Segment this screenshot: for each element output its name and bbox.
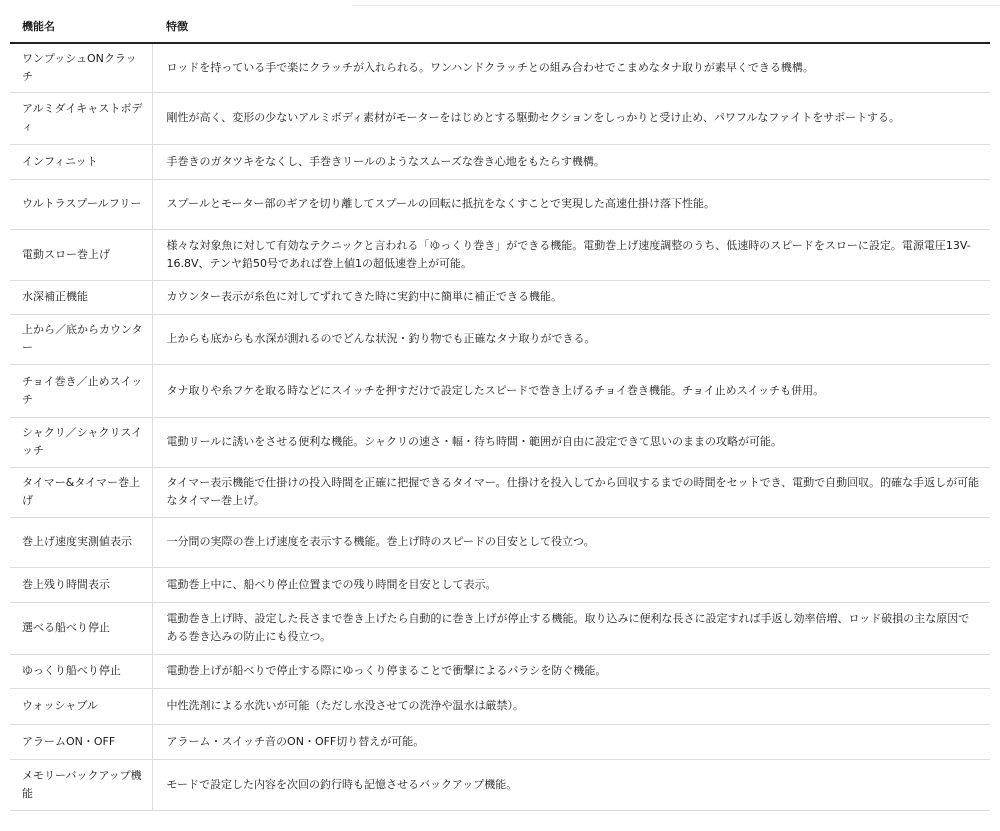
feature-description: 電動巻上げが船べりで停止する際にゆっくり停まることで衝撃によるバラシを防ぐ機能。	[152, 654, 990, 688]
feature-description: 電動巻上中に、船べり停止位置までの残り時間を目安として表示。	[152, 567, 990, 602]
feature-name: 電動スロー巻上げ	[10, 229, 152, 280]
feature-description: ロッドを持っている手で楽にクラッチが入れられる。ワンハンドクラッチとの組み合わせでこまめなタナ取りが素早くできる機構。	[152, 43, 990, 92]
feature-name: 巻上げ速度実測値表示	[10, 517, 152, 567]
feature-name: アルミダイキャストボディ	[10, 92, 152, 144]
feature-description: 中性洗剤による水洗いが可能（ただし水没させての洗浄や温水は厳禁）。	[152, 688, 990, 724]
feature-name: 巻上残り時間表示	[10, 567, 152, 602]
feature-description: 剛性が高く、変形の少ないアルミボディ素材がモーターをはじめとする駆動セクションをしっかりと受け止め、パワフルなファイトをサポートする。	[152, 92, 990, 144]
feature-name: ゆっくり船べり停止	[10, 654, 152, 688]
feature-name: 水深補正機能	[10, 280, 152, 314]
feature-name: 選べる船べり停止	[10, 602, 152, 654]
feature-name: チョイ巻き／止めスイッチ	[10, 364, 152, 417]
feature-description: 手巻きのガタツキをなくし、手巻きリールのようなスムーズな巻き心地をもたらす機構。	[152, 144, 990, 179]
feature-description: カウンター表示が糸色に対してずれてきた時に実釣中に簡単に補正できる機能。	[152, 280, 990, 314]
header-feature-name: 機能名	[10, 10, 152, 43]
table-row	[10, 602, 990, 654]
table-header-row	[10, 10, 990, 43]
table-row	[10, 567, 990, 602]
table-row	[10, 759, 990, 810]
table-row	[10, 688, 990, 724]
feature-name: ワンプッシュONクラッチ	[10, 43, 152, 92]
table-row	[10, 92, 990, 144]
feature-name: タイマー&タイマー巻上げ	[10, 467, 152, 517]
feature-description: モードで設定した内容を次回の釣行時も記憶させるバックアップ機能。	[152, 759, 990, 810]
table-row	[10, 724, 990, 759]
feature-description: 一分間の実際の巻上げ速度を表示する機能。巻上げ時のスピードの目安として役立つ。	[152, 517, 990, 567]
feature-description: 様々な対象魚に対して有効なテクニックと言われる「ゆっくり巻き」ができる機能。電動巻上げ速度調整のうち、低速時のスピードをスローに設定。電源電圧13V-16.8V、テンヤ鉛50号であれば巻上値1の超低速巻上が可能。	[152, 229, 990, 280]
table-row	[10, 229, 990, 280]
feature-table	[10, 10, 990, 811]
table-row	[10, 314, 990, 364]
feature-name: 上から／底からカウンター	[10, 314, 152, 364]
table-row	[10, 654, 990, 688]
table-row	[10, 280, 990, 314]
feature-name: ウォッシャブル	[10, 688, 152, 724]
table-row	[10, 144, 990, 179]
feature-description: タイマー表示機能で仕掛けの投入時間を正確に把握できるタイマー。仕掛けを投入してから回収するまでの時間をセットでき、電動で自動回収。的確な手返しが可能なタイマー巻上げ。	[152, 467, 990, 517]
table-row	[10, 179, 990, 229]
feature-description: 電動巻き上げ時、設定した長さまで巻き上げたら自動的に巻き上げが停止する機能。取り込みに便利な長さに設定すれば手返し効率倍増、ロッド破損の主な原因である巻き込みの防止にも役立つ。	[152, 602, 990, 654]
table-row	[10, 517, 990, 567]
feature-description: スプールとモーター部のギアを切り離してスプールの回転に抵抗をなくすことで実現した高速仕掛け落下性能。	[152, 179, 990, 229]
feature-name: インフィニット	[10, 144, 152, 179]
feature-name: ウルトラスプールフリー	[10, 179, 152, 229]
feature-name: シャクリ／シャクリスイッチ	[10, 417, 152, 467]
header-feature-description: 特徴	[152, 10, 990, 43]
feature-description: タナ取りや糸フケを取る時などにスイッチを押すだけで設定したスピードで巻き上げるチョイ巻き機能。チョイ止めスイッチも併用。	[152, 364, 990, 417]
top-divider-line	[352, 5, 1000, 6]
feature-description: 電動リールに誘いをさせる便利な機能。シャクリの速さ・幅・待ち時間・範囲が自由に設定できて思いのままの攻略が可能。	[152, 417, 990, 467]
table-row	[10, 43, 990, 92]
table-row	[10, 467, 990, 517]
feature-description: 上からも底からも水深が測れるのでどんな状況・釣り物でも正確なタナ取りができる。	[152, 314, 990, 364]
feature-name: メモリーバックアップ機能	[10, 759, 152, 810]
feature-name: アラームON・OFF	[10, 724, 152, 759]
table-row	[10, 364, 990, 417]
table-row	[10, 417, 990, 467]
feature-description: アラーム・スイッチ音のON・OFF切り替えが可能。	[152, 724, 990, 759]
